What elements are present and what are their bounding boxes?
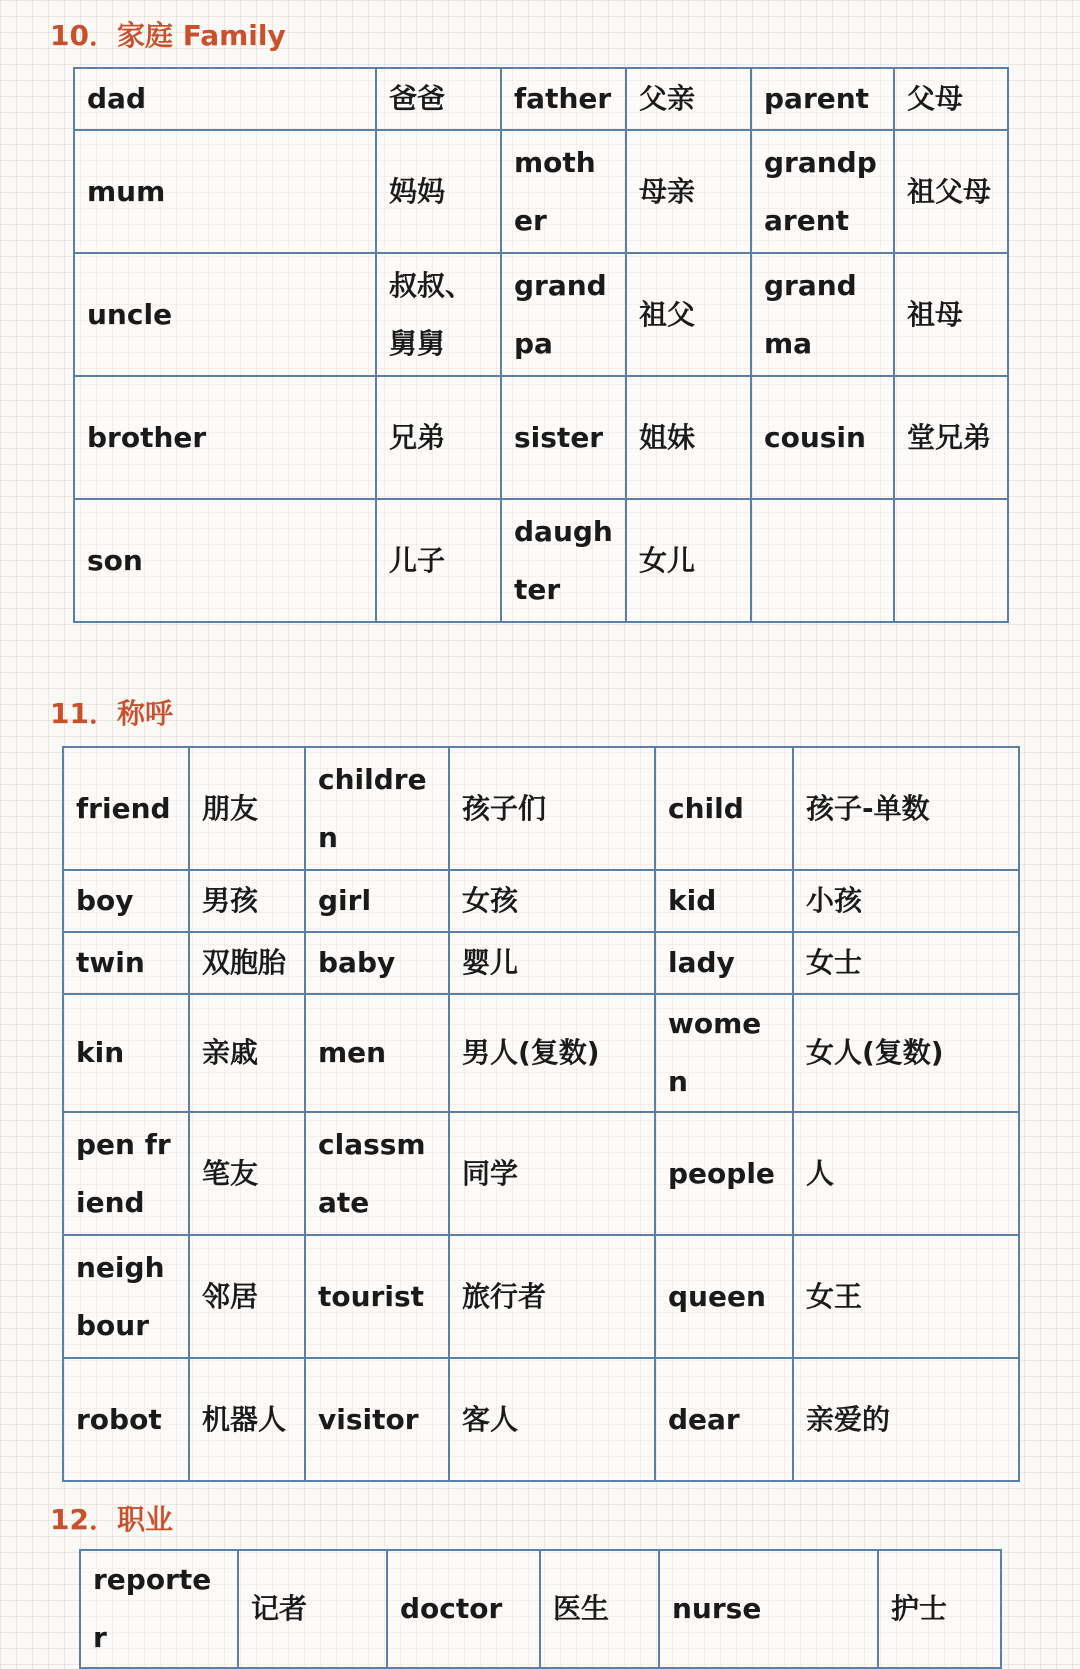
- english-word-cell: grandpa: [501, 253, 626, 376]
- section-title-address: 11．称呼: [50, 697, 173, 730]
- chinese-meaning-cell: 祖父: [626, 253, 751, 376]
- chinese-meaning-cell: 同学: [449, 1112, 655, 1235]
- english-word-cell: men: [305, 994, 449, 1112]
- chinese-meaning-cell: 女人(复数): [793, 994, 1019, 1112]
- chinese-meaning-cell: 妈妈: [376, 130, 501, 253]
- english-word-cell: kin: [63, 994, 189, 1112]
- english-word-cell: friend: [63, 747, 189, 870]
- chinese-meaning-cell: 朋友: [189, 747, 305, 870]
- english-word-cell: daughter: [501, 499, 626, 622]
- chinese-meaning-cell: 笔友: [189, 1112, 305, 1235]
- english-word-cell: sister: [501, 376, 626, 499]
- english-word-cell: grandparent: [751, 130, 894, 253]
- english-word-cell: father: [501, 68, 626, 130]
- english-word-cell: robot: [63, 1358, 189, 1481]
- english-word-cell: tourist: [305, 1235, 449, 1358]
- english-word-cell: son: [74, 499, 376, 622]
- chinese-meaning-cell: 爸爸: [376, 68, 501, 130]
- table-row: [63, 1358, 1019, 1481]
- table-row: [63, 1235, 1019, 1358]
- english-word-cell: boy: [63, 870, 189, 932]
- table-row: [74, 376, 1008, 499]
- chinese-meaning-cell: [894, 499, 1008, 622]
- chinese-meaning-cell: 女孩: [449, 870, 655, 932]
- english-word-cell: mum: [74, 130, 376, 253]
- english-word-cell: parent: [751, 68, 894, 130]
- english-word-cell: doctor: [387, 1550, 540, 1668]
- chinese-meaning-cell: 兄弟: [376, 376, 501, 499]
- chinese-meaning-cell: 孩子-单数: [793, 747, 1019, 870]
- chinese-meaning-cell: 父母: [894, 68, 1008, 130]
- chinese-meaning-cell: 祖父母: [894, 130, 1008, 253]
- table-row: [74, 68, 1008, 130]
- chinese-meaning-cell: 人: [793, 1112, 1019, 1235]
- chinese-meaning-cell: 记者: [238, 1550, 387, 1668]
- english-word-cell: child: [655, 747, 793, 870]
- chinese-meaning-cell: 双胞胎: [189, 932, 305, 994]
- family-vocab-table: [73, 67, 1009, 623]
- english-word-cell: children: [305, 747, 449, 870]
- english-word-cell: grandma: [751, 253, 894, 376]
- table-row: [63, 870, 1019, 932]
- english-word-cell: neighbour: [63, 1235, 189, 1358]
- english-word-cell: visitor: [305, 1358, 449, 1481]
- chinese-meaning-cell: 客人: [449, 1358, 655, 1481]
- chinese-meaning-cell: 儿子: [376, 499, 501, 622]
- occupation-vocab-table: [79, 1549, 1002, 1669]
- english-word-cell: uncle: [74, 253, 376, 376]
- english-word-cell: reporter: [80, 1550, 238, 1668]
- english-word-cell: classmate: [305, 1112, 449, 1235]
- chinese-meaning-cell: 女王: [793, 1235, 1019, 1358]
- chinese-meaning-cell: 姐妹: [626, 376, 751, 499]
- chinese-meaning-cell: 叔叔、舅舅: [376, 253, 501, 376]
- chinese-meaning-cell: 婴儿: [449, 932, 655, 994]
- chinese-meaning-cell: 亲戚: [189, 994, 305, 1112]
- chinese-meaning-cell: 机器人: [189, 1358, 305, 1481]
- english-word-cell: mother: [501, 130, 626, 253]
- chinese-meaning-cell: 男人(复数): [449, 994, 655, 1112]
- chinese-meaning-cell: 医生: [540, 1550, 659, 1668]
- english-word-cell: dear: [655, 1358, 793, 1481]
- chinese-meaning-cell: 小孩: [793, 870, 1019, 932]
- english-word-cell: women: [655, 994, 793, 1112]
- table-row: [63, 932, 1019, 994]
- english-word-cell: nurse: [659, 1550, 878, 1668]
- section-title-occupation: 12．职业: [50, 1503, 173, 1536]
- english-word-cell: baby: [305, 932, 449, 994]
- chinese-meaning-cell: 女儿: [626, 499, 751, 622]
- chinese-meaning-cell: 护士: [878, 1550, 1001, 1668]
- english-word-cell: people: [655, 1112, 793, 1235]
- english-word-cell: kid: [655, 870, 793, 932]
- english-word-cell: brother: [74, 376, 376, 499]
- chinese-meaning-cell: 祖母: [894, 253, 1008, 376]
- address-vocab-table: [62, 746, 1020, 1482]
- table-row: [63, 994, 1019, 1112]
- chinese-meaning-cell: 女士: [793, 932, 1019, 994]
- table-row: [63, 1112, 1019, 1235]
- english-word-cell: twin: [63, 932, 189, 994]
- english-word-cell: lady: [655, 932, 793, 994]
- chinese-meaning-cell: 男孩: [189, 870, 305, 932]
- table-row: [74, 499, 1008, 622]
- english-word-cell: dad: [74, 68, 376, 130]
- table-row: [74, 130, 1008, 253]
- chinese-meaning-cell: 母亲: [626, 130, 751, 253]
- chinese-meaning-cell: 父亲: [626, 68, 751, 130]
- chinese-meaning-cell: 堂兄弟: [894, 376, 1008, 499]
- table-row: [80, 1550, 1001, 1668]
- english-word-cell: girl: [305, 870, 449, 932]
- english-word-cell: queen: [655, 1235, 793, 1358]
- english-word-cell: cousin: [751, 376, 894, 499]
- english-word-cell: pen friend: [63, 1112, 189, 1235]
- chinese-meaning-cell: 孩子们: [449, 747, 655, 870]
- english-word-cell: [751, 499, 894, 622]
- chinese-meaning-cell: 旅行者: [449, 1235, 655, 1358]
- section-title-family: 10．家庭 Family: [50, 19, 286, 52]
- chinese-meaning-cell: 邻居: [189, 1235, 305, 1358]
- table-row: [63, 747, 1019, 870]
- chinese-meaning-cell: 亲爱的: [793, 1358, 1019, 1481]
- table-row: [74, 253, 1008, 376]
